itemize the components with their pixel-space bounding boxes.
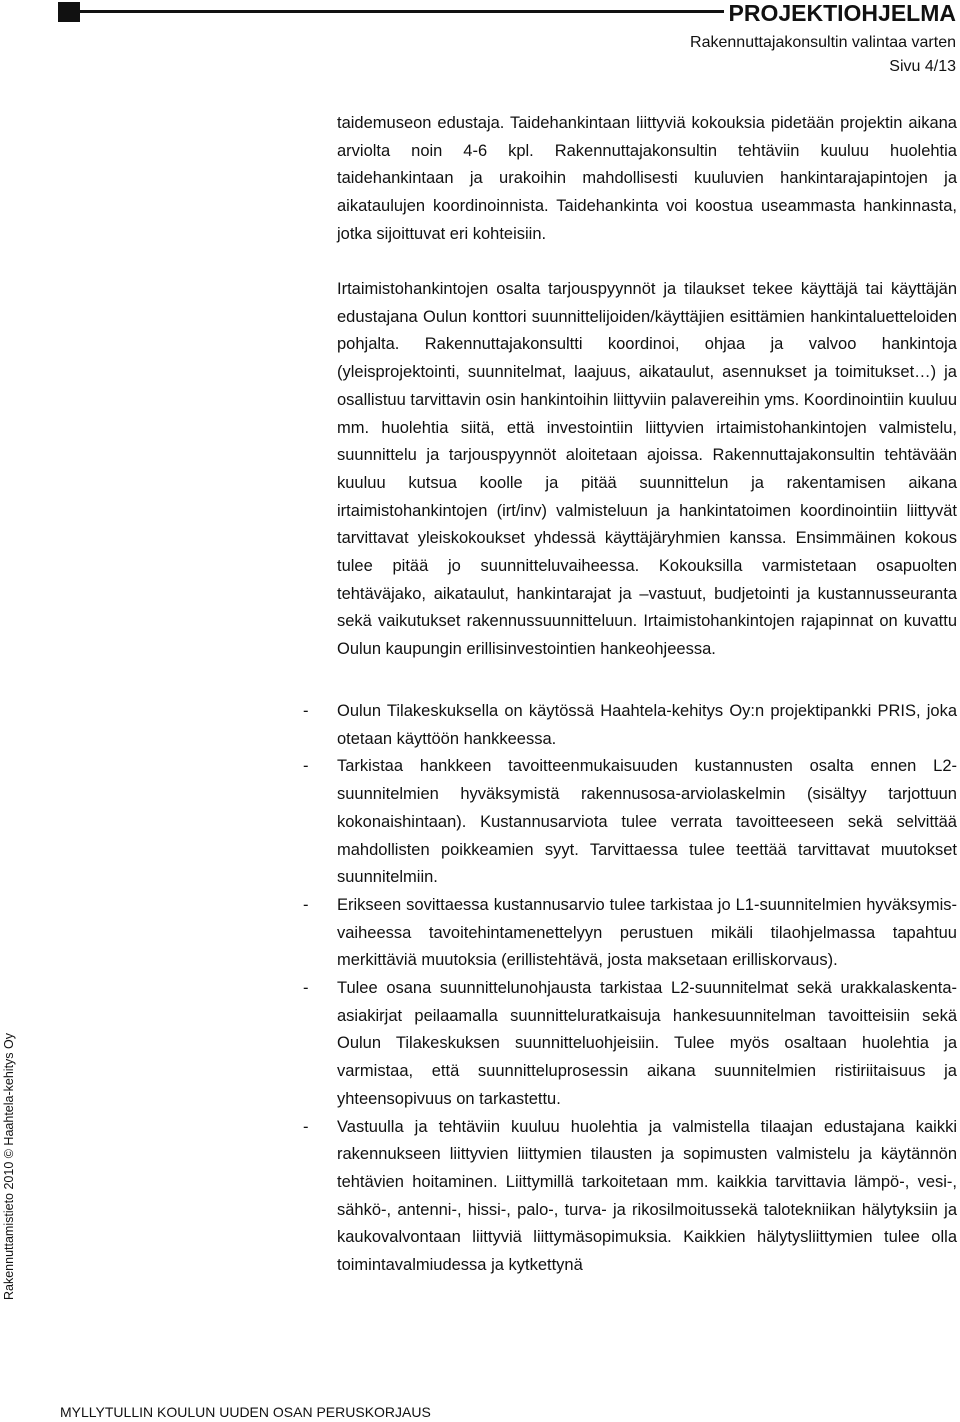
list-item-text: Erikseen sovittaessa kustannusarvio tulee tarkistaa jo L1-suunnitelmien hyväksymis-vaiheessa tavoitehintamenettelyyn perustuen mikäli tilaohjelmassa tapahtuu merkittäviä muutoksia (erillistehtävä, josta maksetaan erilliskorvaus). [337, 895, 957, 970]
document-title: PROJEKTIOHJELMA [728, 0, 956, 26]
list-item-text: Vastuulla ja tehtäviin kuuluu huolehtia ja valmistella tilaajan edustajana kaikki rakennukseen liittyvien liittymien tilausten ja sopimusten valmistelu ja käytännön tehtävien hoitaminen. Liittymillä tarkoitetaan mm. kaikkia tarvittavia lämpö-, vesi-, sähkö-, antenni-, hissi-, palo-, turva- ja rikosilmoitussekä talotekniikan hälytyksiin ja kaukovalvontaan liittyviä liittymäsopimuksia. Kaikkien hälytysliittymien tulee olla toimintavalmiudessa ja kytkettynä [337, 1117, 957, 1275]
list-item [303, 698, 957, 753]
list-dash: - [303, 702, 309, 720]
list-item-text: Tarkistaa hankkeen tavoitteenmukaisuuden kustannusten osalta ennen L2-suunnitelmien hyväksymistä rakennusosa-arviolaskelmin (sisältyy tarjottuun kokonaishintaan). Kustannusarviota tulee verrata tavoitteeseen sekä selvittää mahdollisten poikkeamien syyt. Tarvittaessa tulee teettää tarvittavat muutokset suunnitelmiin. [337, 757, 957, 887]
list-item [303, 753, 957, 892]
body-paragraph: Irtaimistohankintojen osalta tarjouspyynnöt ja tilaukset tekee käyttäjä tai käyttäjän edustajana Oulun konttori suunnittelijoiden/käyttäjien esittämien hankintaluetteloiden pohjalta. Rakennuttajakonsultti koordinoi, ohjaa ja valvoo hankintoja (yleisprojektointi, suunnitelmat, laajuus, aikataulut, asennukset ja toimitukset…) ja osallistuu tarvittavin osin hankintoihin liittyviin palavereihin yms. Koordinointiin kuuluu mm. huolehtia siitä, että investointiin liittyvien irtaimistohankintojen valmistelu, suunnittelu ja tarjouspyynnöt aloitetaan ajoissa. Rakennuttajakonsultin tehtävään kuuluu kutsua koolle ja pitää suunnittelun ja rakentamisen aikana irtaimistohankintojen (irt/inv) valmisteluun ja hankintatoimen koordinointiin liittyvät tarvittavat yleiskokoukset yhdessä käyttäjäryhmien kanssa. Ensimmäinen kokous tulee pitää jo suunnitteluvaiheessa. Kokouksilla varmistetaan osapuolten tehtäväjako, aikataulut, hankintarajat ja –vastuut, budjetointi ja kustannusseuranta sekä vaikutukset rakennussuunnitteluun. Irtaimistohankintojen rajapinnat on kuvattu Oulun kaupungin erillisinvestointien hankeohjeessa. [337, 280, 957, 659]
header-logo-square [58, 2, 80, 22]
list-item [303, 892, 957, 975]
page-number: Sivu 4/13 [889, 58, 956, 75]
list-dash: - [303, 979, 309, 998]
list-item [303, 1114, 957, 1280]
list-dash: - [303, 895, 309, 914]
copyright-side-text: Rakennuttamistieto 2010 © Haahtela-kehitys Oy [2, 1033, 16, 1300]
task-list [303, 698, 957, 1280]
header-rule [80, 10, 724, 13]
list-dash: - [303, 757, 309, 776]
footer-project-name: MYLLYTULLIN KOULUN UUDEN OSAN PERUSKORJAUS [60, 1404, 431, 1420]
list-item-text: Oulun Tilakeskuksella on käytössä Haahtela-kehitys Oy:n projektipankki PRIS, joka otetaan käyttöön hankkeessa. [337, 702, 957, 748]
list-dash: - [303, 1117, 309, 1136]
list-item [303, 975, 957, 1114]
list-item-text: Tulee osana suunnittelunohjausta tarkistaa L2-suunnitelmat sekä urakkalaskenta-asiakirjat peilaamalla suunnitteluratkaisuja hankesuunnitelman tavoitteisiin sekä Oulun Tilakeskuksen suunnitteluohjeisiin. Tulee myös osaltaan huolehtia ja varmistaa, että suunnitteluprosessin aikana suunnitelmien ristiriitaisuus ja yhteensopivuus on tarkastettu. [337, 979, 957, 1108]
document-subtitle: Rakennuttajakonsultin valintaa varten [690, 34, 956, 51]
body-paragraph: taidemuseon edustaja. Taidehankintaan liittyviä kokouksia pidetään projektin aikana arviolta noin 4-6 kpl. Rakennuttajakonsultin tehtäviin kuuluu huolehtia taidehankintaan ja urakoihin mahdollisesti kuuluvien hankintarajapintojen ja aikataulujen koordinoinnista. Taidehankinta voi koostua useammasta hankinnasta, jotka sijoittuvat eri kohteisiin. [337, 114, 957, 243]
